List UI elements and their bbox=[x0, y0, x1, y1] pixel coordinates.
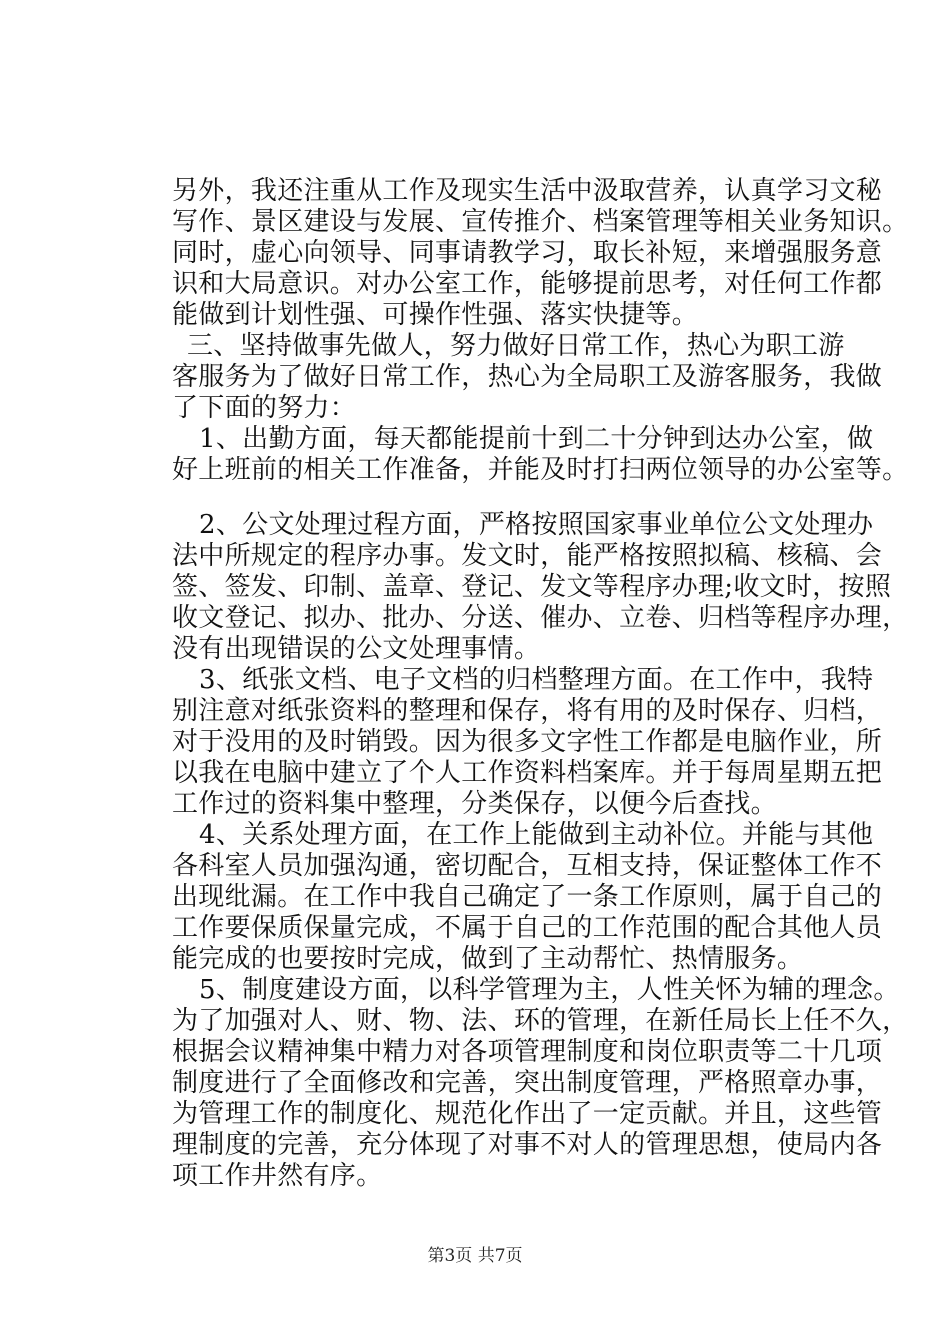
text-line: 以我在电脑中建立了个人工作资料档案库。并于每周星期五把 bbox=[172, 758, 883, 788]
text-line: 法中所规定的程序办事。发文时，能严格按照拟稿、核稿、会 bbox=[172, 541, 883, 571]
page-number-footer: 第3页 共7页 bbox=[427, 1246, 523, 1266]
text-line: 工作过的资料集中整理，分类保存，以便今后查找。 bbox=[172, 789, 777, 819]
text-line: 客服务为了做好日常工作，热心为全局职工及游客服务，我做 bbox=[172, 362, 883, 392]
text-line: 能做到计划性强、可操作性强、落实快捷等。 bbox=[172, 300, 699, 330]
text-line: 了下面的努力： bbox=[172, 393, 357, 423]
text-line: 工作要保质保量完成，不属于自己的工作范围的配合其他人员 bbox=[172, 913, 883, 943]
text-line: 为管理工作的制度化、规范化作出了一定贡献。并且，这些管 bbox=[172, 1099, 883, 1129]
text-line: 制度进行了全面修改和完善，突出制度管理，严格照章办事， bbox=[172, 1068, 883, 1098]
text-line: 出现纰漏。在工作中我自己确定了一条工作原则，属于自己的 bbox=[172, 882, 883, 912]
text-line: 好上班前的相关工作准备，并能及时打扫两位领导的办公室等。 bbox=[172, 455, 909, 485]
text-line: 为了加强对人、财、物、法、环的管理，在新任局长上任不久， bbox=[172, 1006, 909, 1036]
paragraph-first-line: 4、关系处理方面，在工作上能做到主动补位。并能与其他 bbox=[199, 820, 874, 850]
text-line: 写作、景区建设与发展、宣传推介、档案管理等相关业务知识。 bbox=[172, 207, 909, 237]
text-line: 另外，我还注重从工作及现实生活中汲取营养，认真学习文秘 bbox=[172, 176, 883, 206]
text-line: 收文登记、拟办、批办、分送、催办、立卷、归档等程序办理， bbox=[172, 603, 909, 633]
text-line: 别注意对纸张资料的整理和保存，将有用的及时保存、归档， bbox=[172, 696, 883, 726]
text-line: 理制度的完善，充分体现了对事不对人的管理思想，使局内各 bbox=[172, 1130, 883, 1160]
text-line: 对于没用的及时销毁。因为很多文字性工作都是电脑作业，所 bbox=[172, 727, 883, 757]
text-line: 识和大局意识。对办公室工作，能够提前思考，对任何工作都 bbox=[172, 269, 883, 299]
paragraph-first-line: 1、出勤方面，每天都能提前十到二十分钟到达办公室，做 bbox=[199, 424, 874, 454]
text-line: 能完成的也要按时完成，做到了主动帮忙、热情服务。 bbox=[172, 944, 804, 974]
paragraph-first-line: 3、纸张文档、电子文档的归档整理方面。在工作中，我特 bbox=[199, 665, 874, 695]
text-line: 项工作井然有序。 bbox=[172, 1161, 383, 1191]
text-line: 没有出现错误的公文处理事情。 bbox=[172, 634, 541, 664]
text-line: 根据会议精神集中精力对各项管理制度和岗位职责等二十几项 bbox=[172, 1037, 883, 1067]
section-heading-line: 三、坚持做事先做人，努力做好日常工作，热心为职工游 bbox=[187, 331, 845, 361]
paragraph-first-line: 2、公文处理过程方面，严格按照国家事业单位公文处理办 bbox=[199, 510, 874, 540]
text-line: 签、签发、印制、盖章、登记、发文等程序办理;收文时，按照 bbox=[172, 572, 892, 602]
text-line: 各科室人员加强沟通，密切配合，互相支持，保证整体工作不 bbox=[172, 851, 883, 881]
text-line: 同时，虚心向领导、同事请教学习，取长补短，来增强服务意 bbox=[172, 238, 883, 268]
paragraph-first-line: 5、制度建设方面，以科学管理为主，人性关怀为辅的理念。 bbox=[199, 975, 900, 1005]
